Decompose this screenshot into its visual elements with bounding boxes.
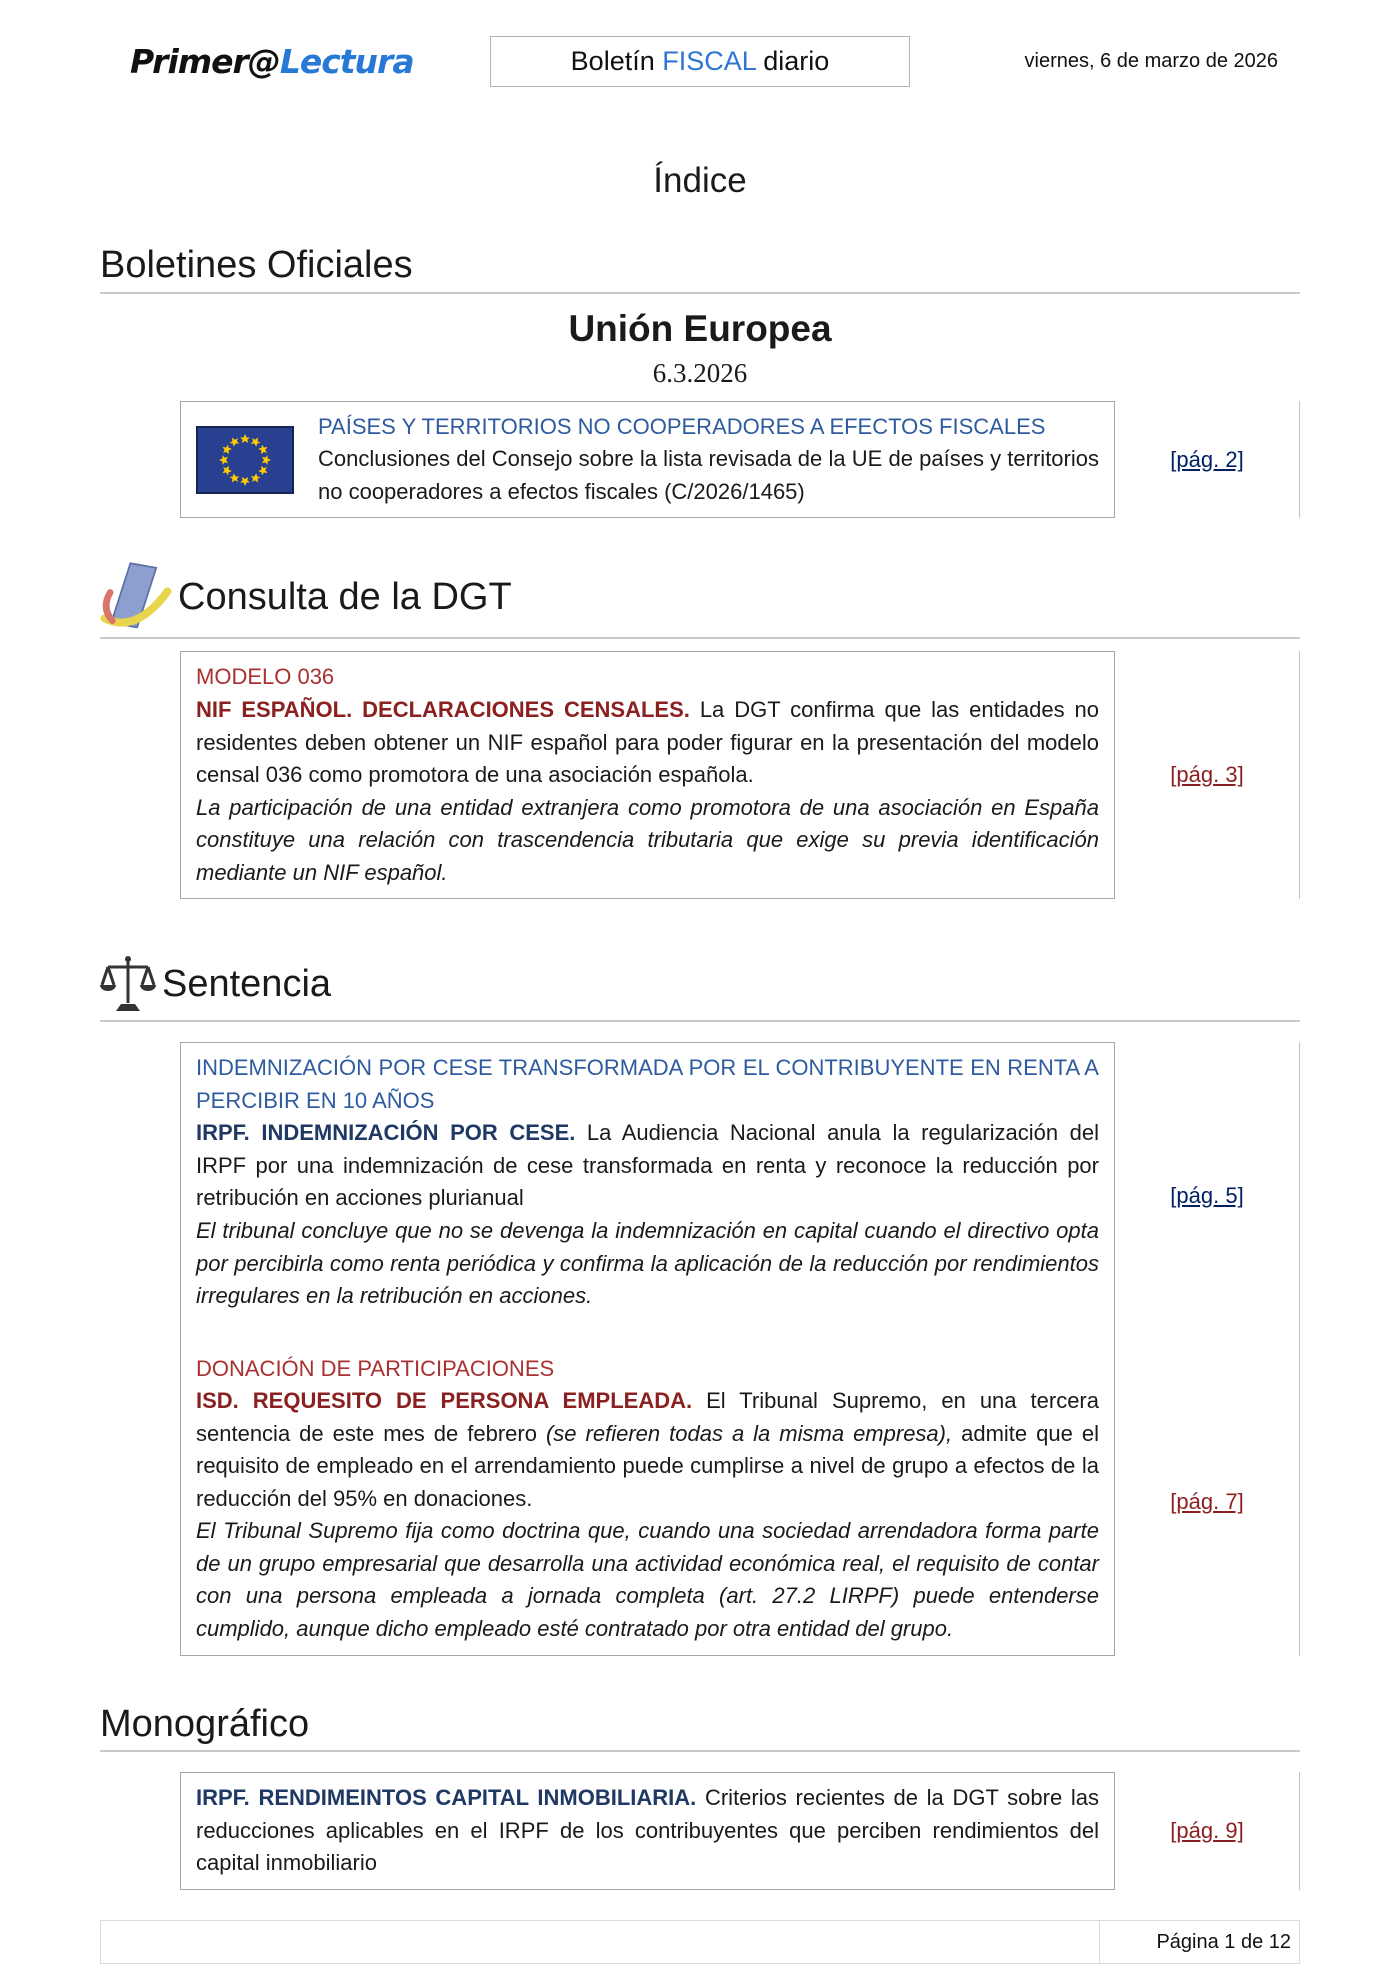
monografico-entry-box bbox=[180, 1772, 1115, 1890]
dgt-entry-body bbox=[196, 694, 1099, 792]
monografico-entry-row bbox=[180, 1772, 1300, 1890]
eu-entry-row bbox=[180, 401, 1300, 519]
sentencia-entry-1-commentary: El tribunal concluye que no se devenga la indemnización en capital cuando el directivo opta por percibirla como renta periódica y confirma la aplicación de la reducción por rendimientos irregulares en la retribución en acciones. bbox=[196, 1218, 1099, 1309]
bulletin-title-box bbox=[490, 36, 910, 87]
sentencia-entry-2-kicker: DONACIÓN DE PARTICIPACIONES bbox=[196, 1355, 555, 1381]
eu-entry-kicker: PAÍSES Y TERRITORIOS NO COOPERADORES A EFECTOS FISCALES bbox=[318, 413, 1046, 439]
sentencia-entry-2-commentary: El Tribunal Supremo fija como doctrina que, cuando una sociedad arrendadora forma parte de un grupo empresarial que desarrolla una actividad económica real, el requisito de contar con una persona empleada a jornada completa (art. 27.2 LIRPF) puede entenderse cumplido, aunque dicho empleado esté contratado por otra entidad del grupo. bbox=[196, 1518, 1099, 1642]
section-consulta-title: Consulta de la DGT bbox=[178, 575, 512, 618]
brand-logo-part1: Primer@ bbox=[130, 42, 280, 81]
sentencia-link-column bbox=[1115, 1042, 1300, 1655]
monografico-entry-body-text: Criterios recientes de la DGT sobre las reducciones aplicables en el IRPF de los contribuyentes que perciben rendimientos del capital inmobiliario bbox=[196, 1785, 1099, 1876]
monografico-entry-lead: IRPF. RENDIMEINTOS CAPITAL INMOBILIARIA. bbox=[196, 1785, 697, 1811]
dgt-entry-commentary: La participación de una entidad extranjera como promotora de una asociación en España constituye una relación con trascendencia tributaria que exige su previa identificación mediante un NIF español. bbox=[196, 794, 1099, 885]
sentencia-entry-2-lead: ISD. REQUESITO DE PERSONA EMPLEADA. bbox=[196, 1388, 693, 1414]
section-monografico-title: Monográfico bbox=[100, 1702, 310, 1745]
eu-entry-body: Conclusiones del Consejo sobre la lista revisada de la UE de países y territorios no cooperadores a efectos fiscales (C/2026/1465) bbox=[318, 446, 1099, 504]
subsection-date: 6.3.2026 bbox=[652, 357, 748, 388]
dgt-entry-body-text: La DGT confirma que las entidades no residentes deben obtener un NIF español para poder figurar en la presentación del modelo censal 036 como promotora de una asociación española. bbox=[196, 696, 1099, 788]
section-boletines-heading bbox=[100, 245, 1300, 294]
section-monografico bbox=[100, 1704, 1300, 1890]
sentencia-entry-2-body-post: admite que el requisito de empleado en el arrendamiento puede cumplirse a nivel de grupo a efectos de la reducción del 95% en donaciones. bbox=[196, 1420, 1099, 1511]
subsection-union-europea-title: Unión Europea bbox=[568, 307, 832, 349]
page-footer bbox=[100, 1920, 1300, 1964]
sentencia-entry-box bbox=[180, 1042, 1115, 1655]
sentencia-entry-2-body-pre: El Tribunal Supremo, en una tercera sentencia de este mes de febrero bbox=[196, 1388, 1099, 1446]
page-link-pag-7[interactable]: [pág. 7] bbox=[1170, 1489, 1244, 1515]
section-boletines-title: Boletines Oficiales bbox=[100, 244, 413, 286]
brand-logo-part2: Lectura bbox=[279, 42, 414, 81]
dgt-entry-kicker: MODELO 036 bbox=[196, 664, 335, 690]
bulletin-title-post: diario bbox=[755, 46, 830, 76]
monografico-entry-body bbox=[196, 1782, 1099, 1880]
page-header bbox=[130, 36, 1300, 87]
page-link-pag-2[interactable]: [pág. 2] bbox=[1170, 446, 1244, 472]
bulletin-title-pre: Boletín bbox=[570, 46, 663, 76]
eu-entry-box bbox=[180, 401, 1115, 519]
section-consulta-heading bbox=[100, 562, 1300, 639]
section-sentencia-heading bbox=[100, 955, 1300, 1022]
bulletin-title-highlight: FISCAL bbox=[662, 46, 756, 76]
aeat-logo-icon bbox=[100, 562, 172, 632]
page-indicator: Página 1 de 12 bbox=[1099, 1921, 1299, 1963]
eu-flag-icon bbox=[196, 426, 294, 494]
page-link-pag-5[interactable]: [pág. 5] bbox=[1170, 1182, 1244, 1208]
section-sentencia bbox=[100, 955, 1300, 1655]
page-link-pag-3[interactable]: [pág. 3] bbox=[1170, 762, 1244, 788]
section-consulta-dgt bbox=[100, 562, 1300, 899]
sentencia-entry-row bbox=[180, 1042, 1300, 1655]
section-sentencia-title: Sentencia bbox=[162, 963, 332, 1006]
sentencia-entry-1 bbox=[196, 1052, 1099, 1312]
sentencia-entry-1-body bbox=[196, 1117, 1099, 1215]
monografico-link-column bbox=[1115, 1772, 1300, 1890]
dgt-entry-box bbox=[180, 651, 1115, 899]
page-title: Índice bbox=[653, 161, 747, 200]
header-date: viernes, 6 de marzo de 2026 bbox=[1024, 50, 1278, 72]
page-link-pag-9[interactable]: [pág. 9] bbox=[1170, 1818, 1244, 1844]
sentencia-entry-2-body bbox=[196, 1385, 1099, 1515]
sentencia-entry-2-body-italic: (se refieren todas a la misma empresa), bbox=[545, 1420, 953, 1446]
eu-entry-link-column bbox=[1115, 401, 1300, 519]
dgt-entry-row bbox=[180, 651, 1300, 899]
brand-logo bbox=[130, 42, 490, 81]
sentencia-entry-1-lead: IRPF. INDEMNIZACIÓN POR CESE. bbox=[196, 1120, 576, 1146]
sentencia-entry-1-kicker: INDEMNIZACIÓN POR CESE TRANSFORMADA POR EL CONTRIBUYENTE EN RENTA A PERCIBIR EN 10 AÑOS bbox=[196, 1055, 1099, 1113]
section-boletines-oficiales bbox=[100, 245, 1300, 518]
footer-spacer bbox=[101, 1921, 1099, 1963]
sentencia-entry-1-body-text: La Audiencia Nacional anula la regularización del IRPF por una indemnización de cese transformada en renta y reconoce la reducción por retribución en acciones plurianual bbox=[196, 1120, 1099, 1211]
scales-of-justice-icon bbox=[100, 955, 156, 1015]
dgt-entry-lead: NIF ESPAÑOL. DECLARACIONES CENSALES. bbox=[196, 696, 690, 722]
dgt-entry-link-column bbox=[1115, 651, 1300, 899]
section-monografico-heading bbox=[100, 1704, 1300, 1753]
sentencia-entry-2 bbox=[196, 1353, 1099, 1646]
